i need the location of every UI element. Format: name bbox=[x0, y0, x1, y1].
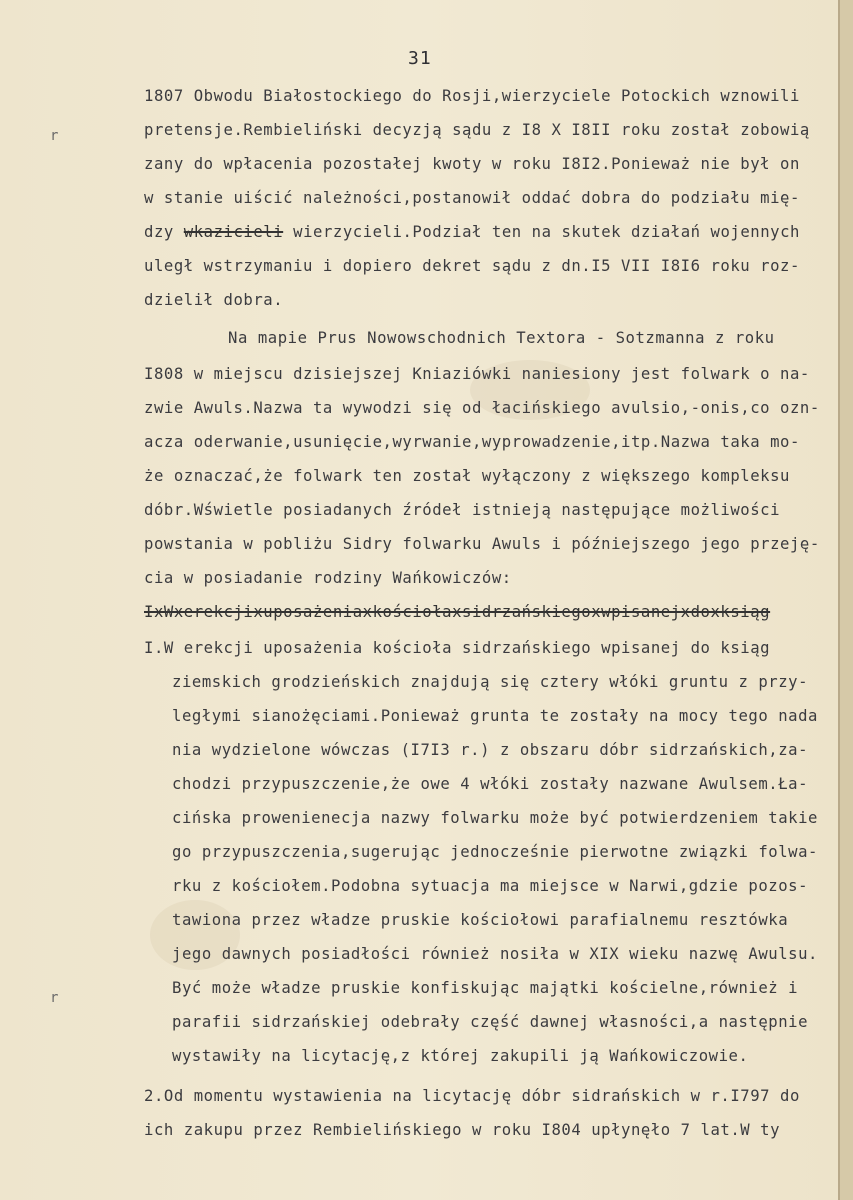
text-line: cińska prowenienecja nazwy folwarku może być potwierdzeniem takie bbox=[172, 809, 818, 827]
text-line: zany do wpłacenia pozostałej kwoty w roku I8I2.Ponieważ nie był on bbox=[144, 155, 800, 173]
text-line: powstania w pobliżu Sidry folwarku Awuls i późniejszego jego przeję- bbox=[144, 535, 820, 553]
margin-mark: r bbox=[50, 128, 59, 144]
text-line: pretensje.Rembieliński decyzją sądu z I8 X I8II roku został zobowią bbox=[144, 121, 810, 139]
text-line: I808 w miejscu dzisiejszej Kniaziówki naniesiony jest folwark o na- bbox=[144, 365, 810, 383]
text-line: parafii sidrzańskiej odebrały część dawnej własności,a następnie bbox=[172, 1013, 809, 1031]
text-word: dzy bbox=[144, 223, 174, 241]
struck-line: IxWxerekcjixuposażeniaxkościołaxsidrzańskiegoxwpisanejxdoxksiąg bbox=[144, 603, 771, 621]
text-line: 2.Od momentu wystawienia na licytację dóbr sidrańskich w r.I797 do bbox=[144, 1087, 800, 1105]
text-line bbox=[144, 222, 800, 242]
text-line: dzielił dobra. bbox=[144, 291, 284, 309]
text-word: wierzycieli.Podział ten na skutek działań wojennych bbox=[293, 223, 800, 241]
text-line: jego dawnych posiadłości również nosiła w XIX wieku nazwę Awulsu. bbox=[172, 945, 818, 963]
margin-mark: r bbox=[50, 990, 59, 1006]
text-line: ich zakupu przez Rembielińskiego w roku I804 upłynęło 7 lat.W ty bbox=[144, 1121, 781, 1139]
text-line: I.W erekcji uposażenia kościoła sidrzańskiego wpisanej do ksiąg bbox=[144, 639, 771, 657]
text-line: 1807 Obwodu Białostockiego do Rosji,wierzyciele Potockich wznowili bbox=[144, 87, 800, 105]
text-line: że oznaczać,że folwark ten został wyłączony z większego kompleksu bbox=[144, 467, 790, 485]
text-line: wystawiły na licytację,z której zakupili ją Wańkowiczowie. bbox=[172, 1047, 749, 1065]
text-line: dóbr.Wświetle posiadanych źródeł istnieją następujące możliwości bbox=[144, 501, 781, 519]
text-line: tawiona przez władze pruskie kościołowi parafialnemu resztówka bbox=[172, 911, 789, 929]
page-number: 31 bbox=[408, 48, 432, 69]
text-line: zwie Awuls.Nazwa ta wywodzi się od łacińskiego avulsio,-onis,co ozn- bbox=[144, 399, 820, 417]
text-line: ziemskich grodzieńskich znajdują się cztery włóki gruntu z przy- bbox=[172, 673, 809, 691]
text-line: chodzi przypuszczenie,że owe 4 włóki zostały nazwane Awulsem.Ła- bbox=[172, 775, 809, 793]
text-line: Być może władze pruskie konfiskując majątki kościelne,również i bbox=[172, 979, 799, 997]
text-line: acza oderwanie,usunięcie,wyrwanie,wyprowadzenie,itp.Nazwa taka mo- bbox=[144, 433, 800, 451]
text-line: rku z kościołem.Podobna sytuacja ma miejsce w Narwi,gdzie pozos- bbox=[172, 877, 809, 895]
text-line: cia w posiadanie rodziny Wańkowiczów: bbox=[144, 569, 512, 587]
text-line: uległ wstrzymaniu i dopiero dekret sądu z dn.I5 VII I8I6 roku roz- bbox=[144, 257, 800, 275]
text-line: w stanie uiścić należności,postanowił oddać dobra do podziału mię- bbox=[144, 189, 800, 207]
text-line: go przypuszczenia,sugerując jednocześnie pierwotne związki folwa- bbox=[172, 843, 818, 861]
struck-word: wkazicieli bbox=[183, 223, 284, 241]
text-line: Na mapie Prus Nowowschodnich Textora - Sotzmanna z roku bbox=[228, 329, 775, 347]
text-line: ległymi sianożęciami.Ponieważ grunta te zostały na mocy tego nada bbox=[172, 707, 818, 725]
page-edge bbox=[838, 0, 853, 1200]
text-line: nia wydzielone wówczas (I7I3 r.) z obszaru dóbr sidrzańskich,za- bbox=[172, 741, 809, 759]
